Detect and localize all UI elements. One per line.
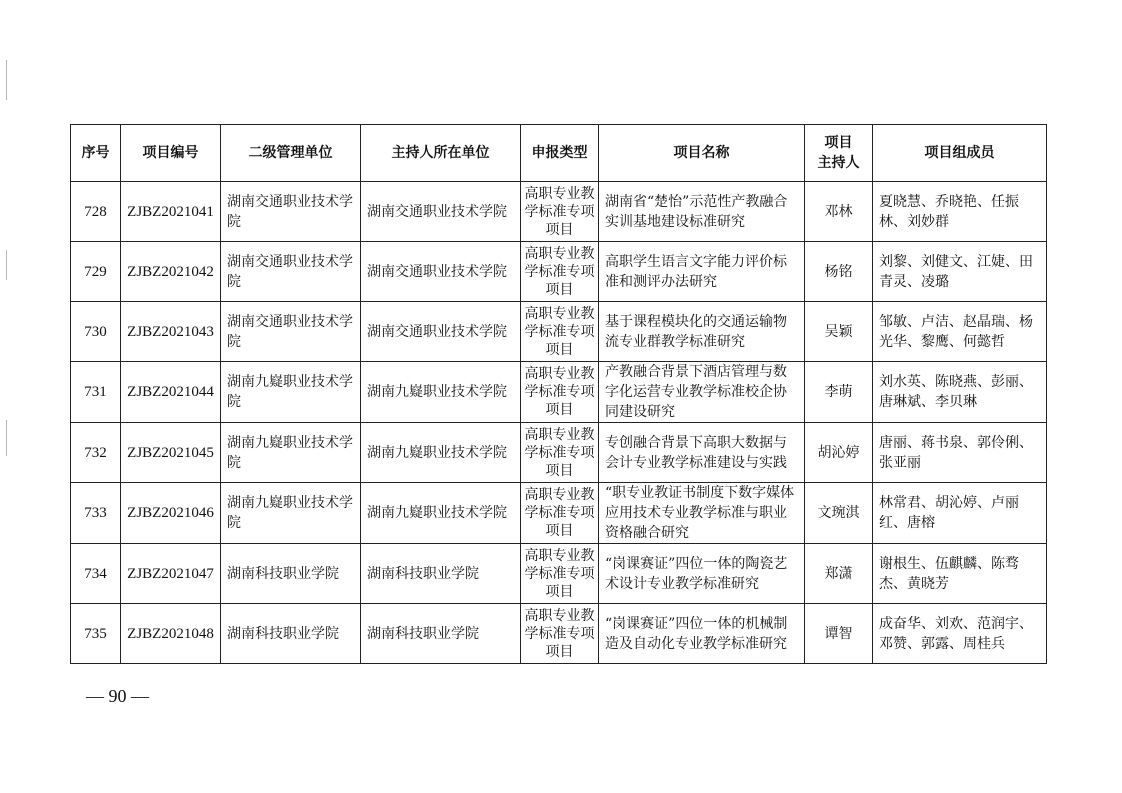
cell-name: 专创融合背景下高职大数据与会计专业教学标准建设与实践 <box>599 423 805 483</box>
cell-leader: 胡沁婷 <box>805 423 873 483</box>
table-row <box>71 483 1047 544</box>
cell-members: 谢根生、伍麒麟、陈骛杰、黄晓芳 <box>873 544 1047 604</box>
cell-members: 邹敏、卢洁、赵晶瑞、杨光华、黎鹰、何懿哲 <box>873 302 1047 362</box>
cell-code: ZJBZ2021044 <box>121 362 221 423</box>
cell-host-unit: 湖南九嶷职业技术学院 <box>361 423 521 483</box>
cell-unit: 湖南科技职业学院 <box>221 604 361 664</box>
cell-host-unit: 湖南科技职业学院 <box>361 604 521 664</box>
table-row <box>71 182 1047 242</box>
project-table-container <box>70 124 1046 664</box>
cell-name: “岗课赛证”四位一体的机械制造及自动化专业教学标准研究 <box>599 604 805 664</box>
header-unit: 二级管理单位 <box>221 125 361 182</box>
table-header-row <box>71 125 1047 182</box>
cell-unit: 湖南交通职业技术学院 <box>221 242 361 302</box>
cell-code: ZJBZ2021048 <box>121 604 221 664</box>
cell-members: 林常君、胡沁婷、卢丽红、唐榕 <box>873 483 1047 544</box>
cell-seq: 734 <box>71 544 121 604</box>
cell-unit: 湖南交通职业技术学院 <box>221 182 361 242</box>
cell-seq: 730 <box>71 302 121 362</box>
cell-leader: 文琬淇 <box>805 483 873 544</box>
cell-name: 产教融合背景下酒店管理与数字化运营专业教学标准校企协同建设研究 <box>599 362 805 423</box>
cell-host-unit: 湖南交通职业技术学院 <box>361 242 521 302</box>
cell-members: 刘水英、陈晓燕、彭丽、唐琳斌、李贝琳 <box>873 362 1047 423</box>
cell-unit: 湖南科技职业学院 <box>221 544 361 604</box>
cell-code: ZJBZ2021047 <box>121 544 221 604</box>
cell-members: 夏晓慧、乔晓艳、任振林、刘妙群 <box>873 182 1047 242</box>
cell-leader: 吴颖 <box>805 302 873 362</box>
cell-members: 成奋华、刘欢、范润宇、邓赞、郭露、周桂兵 <box>873 604 1047 664</box>
cell-type: 高职专业教学标准专项项目 <box>521 362 599 423</box>
cell-seq: 731 <box>71 362 121 423</box>
cell-members: 唐丽、蒋书泉、郭伶俐、张亚丽 <box>873 423 1047 483</box>
header-leader <box>805 125 873 182</box>
cell-leader: 郑潇 <box>805 544 873 604</box>
cell-seq: 733 <box>71 483 121 544</box>
header-leader-line2: 主持人 <box>817 155 860 171</box>
header-type: 申报类型 <box>521 125 599 182</box>
table-row <box>71 362 1047 423</box>
project-table <box>70 124 1047 664</box>
cell-leader: 杨铭 <box>805 242 873 302</box>
cell-type: 高职专业教学标准专项项目 <box>521 242 599 302</box>
cell-host-unit: 湖南科技职业学院 <box>361 544 521 604</box>
table-row <box>71 604 1047 664</box>
cell-name: 湖南省“楚怡”示范性产教融合实训基地建设标准研究 <box>599 182 805 242</box>
table-row <box>71 544 1047 604</box>
scan-edge-mark <box>6 250 7 280</box>
cell-code: ZJBZ2021046 <box>121 483 221 544</box>
cell-type: 高职专业教学标准专项项目 <box>521 423 599 483</box>
header-name: 项目名称 <box>599 125 805 182</box>
cell-host-unit: 湖南九嶷职业技术学院 <box>361 362 521 423</box>
cell-type: 高职专业教学标准专项项目 <box>521 302 599 362</box>
header-host-unit: 主持人所在单位 <box>361 125 521 182</box>
header-leader-line1: 项目 <box>824 135 853 151</box>
cell-leader: 谭智 <box>805 604 873 664</box>
cell-type: 高职专业教学标准专项项目 <box>521 604 599 664</box>
cell-seq: 735 <box>71 604 121 664</box>
scan-edge-mark <box>6 60 7 100</box>
cell-unit: 湖南交通职业技术学院 <box>221 302 361 362</box>
cell-seq: 729 <box>71 242 121 302</box>
cell-seq: 732 <box>71 423 121 483</box>
cell-type: 高职专业教学标准专项项目 <box>521 483 599 544</box>
cell-seq: 728 <box>71 182 121 242</box>
cell-type: 高职专业教学标准专项项目 <box>521 182 599 242</box>
header-seq: 序号 <box>71 125 121 182</box>
cell-unit: 湖南九嶷职业技术学院 <box>221 423 361 483</box>
cell-unit: 湖南九嶷职业技术学院 <box>221 362 361 423</box>
cell-code: ZJBZ2021041 <box>121 182 221 242</box>
cell-name: 高职学生语言文字能力评价标准和测评办法研究 <box>599 242 805 302</box>
cell-name: 基于课程模块化的交通运输物流专业群教学标准研究 <box>599 302 805 362</box>
scan-edge-mark <box>6 420 7 456</box>
table-row <box>71 242 1047 302</box>
cell-leader: 李萌 <box>805 362 873 423</box>
cell-host-unit: 湖南交通职业技术学院 <box>361 302 521 362</box>
cell-code: ZJBZ2021045 <box>121 423 221 483</box>
cell-code: ZJBZ2021043 <box>121 302 221 362</box>
page-number: — 90 — <box>86 686 149 706</box>
cell-host-unit: 湖南交通职业技术学院 <box>361 182 521 242</box>
cell-unit: 湖南九嶷职业技术学院 <box>221 483 361 544</box>
header-members: 项目组成员 <box>873 125 1047 182</box>
cell-name: “岗课赛证”四位一体的陶瓷艺术设计专业教学标准研究 <box>599 544 805 604</box>
table-row <box>71 302 1047 362</box>
cell-type: 高职专业教学标准专项项目 <box>521 544 599 604</box>
header-code: 项目编号 <box>121 125 221 182</box>
cell-members: 刘黎、刘健文、江婕、田青灵、凌璐 <box>873 242 1047 302</box>
cell-name: “职专业教证书制度下数字媒体应用技术专业教学标准与职业资格融合研究 <box>599 483 805 544</box>
cell-leader: 邓林 <box>805 182 873 242</box>
cell-host-unit: 湖南九嶷职业技术学院 <box>361 483 521 544</box>
table-row <box>71 423 1047 483</box>
cell-code: ZJBZ2021042 <box>121 242 221 302</box>
